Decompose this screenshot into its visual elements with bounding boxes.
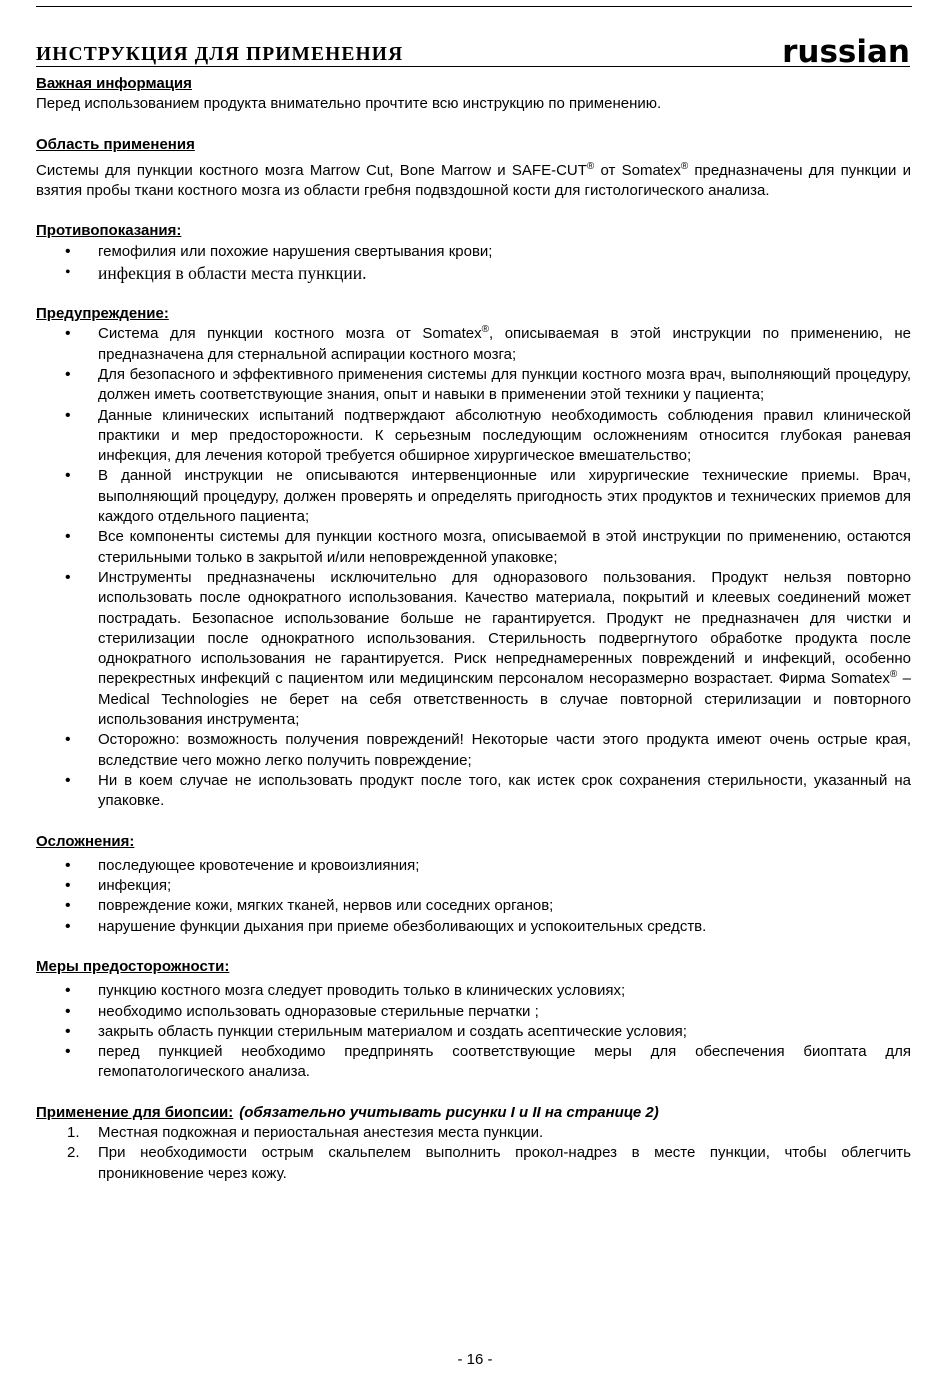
section-heading-row — [36, 1103, 911, 1123]
bullet-list — [36, 981, 911, 1082]
top-rule — [36, 6, 912, 7]
section-heading: Область применения — [36, 135, 195, 153]
list-item: • закрыть область пункции стерильным материалом и создать асептические условия; — [36, 1022, 911, 1042]
section-contraindications — [36, 221, 911, 284]
list-item: • нарушение функции дыхания при приеме обезболивающих и успокоительных средств. — [36, 917, 911, 937]
bullet-list — [36, 324, 911, 811]
list-item: • перед пункцией необходимо предпринять соответствующие меры для обеспечения биоптата для гемопатологического анализа. — [36, 1042, 911, 1083]
section-complications — [36, 832, 911, 937]
list-item: • последующее кровотечение и кровоизлияния; — [36, 856, 911, 876]
list-item: • Ни в коем случае не использовать продукт после того, как истек срок сохранения стерильности, указанный на упаковке. — [36, 771, 911, 812]
page-number: - 16 - — [457, 1351, 493, 1368]
list-item: • Система для пункции костного мозга от Somatex®, описываемая в этой инструкции по применению, не предназначена для стернальной аспирации костного мозга; — [36, 324, 911, 365]
list-item: • В данной инструкции не описываются интервенционные или хирургические технические приемы. Врач, выполняющий процедуру, должен проверять и определять пригодность этих продуктов и технических приемов для каждого отдельного пациента; — [36, 466, 911, 527]
numbered-list — [36, 1123, 911, 1184]
list-item: 2. При необходимости острым скальпелем выполнить прокол-надрез в месте пункции, чтобы облегчить проникновение через кожу. — [67, 1144, 911, 1182]
list-item: • необходимо использовать одноразовые стерильные перчатки ; — [36, 1002, 911, 1022]
section-important — [36, 74, 911, 115]
paragraph: Системы для пункции костного мозга Marrow Cut, Bone Marrow и SAFE-CUT® от Somatex® предназначены для пункции и взятия пробы ткани костного мозга из области гребня подвздошной кости для гистологического анализа. — [36, 160, 912, 200]
section-heading: Предупреждение: — [36, 305, 169, 323]
list-item: 1. Местная подкожная и периостальная анестезия места пункции. — [67, 1124, 544, 1142]
list-item: • повреждение кожи, мягких тканей, нервов или соседних органов; — [36, 896, 911, 916]
bullet-list — [36, 242, 911, 284]
list-item: • инфекция в области места пункции. — [36, 262, 911, 284]
language-label: russian — [782, 34, 910, 70]
section-biopsy — [36, 1103, 911, 1184]
paragraph: Перед использованием продукта внимательно прочтите всю инструкцию по применению. — [36, 95, 662, 113]
section-note: (обязательно учитывать рисунки I и II на странице 2) — [239, 1103, 659, 1121]
list-item: • гемофилия или похожие нарушения свертывания крови; — [36, 242, 911, 262]
section-warning — [36, 304, 911, 811]
list-item: • инфекция; — [36, 876, 911, 896]
section-heading: Меры предосторожности: — [36, 957, 230, 975]
section-heading: Важная информация — [36, 75, 192, 92]
document-body — [36, 74, 911, 1184]
section-heading: Противопоказания: — [36, 222, 182, 240]
list-item: • пункцию костного мозга следует проводить только в клинических условиях; — [36, 981, 911, 1001]
page-title: ИНСТРУКЦИЯ ДЛЯ ПРИМЕНЕНИЯ — [36, 44, 404, 65]
bullet-list — [36, 856, 911, 937]
list-item: • Инструменты предназначены исключительно для одноразового пользования. Продукт нельзя повторно использовать после однократного использования. Качество материала, покрытий и клеевых соединений может пострадать. Безопасное использование больше не гарантируется. Продукт не предназначен для чистки и стерилизации после однократного использования. Стерильность подвергнутого обработке продукта после однократного использования не гарантируется. Риск непреднамеренных повреждений и инфекций, особенно перекрестных инфекций с пациентом или медицинским персоналом несоразмерно возрастает. Фирма Somatex® – Medical Technologies не берет на себя ответственность в случае повторной стерилизации и повторного использования инструмента; — [36, 568, 911, 730]
title-row — [36, 34, 910, 70]
section-scope — [36, 135, 911, 202]
section-heading: Применение для биопсии: — [36, 1103, 234, 1121]
section-heading: Осложнения: — [36, 832, 135, 850]
list-item: • Все компоненты системы для пункции костного мозга, описываемой в этой инструкции по применению, остаются стерильными только в закрытой и/или неповрежденной упаковке; — [36, 527, 911, 568]
list-item: • Осторожно: возможность получения повреждений! Некоторые части этого продукта имеют очень острые края, вследствие чего можно легко получить повреждение; — [36, 730, 911, 771]
list-item: • Данные клинических испытаний подтверждают абсолютную необходимость соблюдения правил клинической практики и мер предосторожности. К серьезным последующим осложнениям относится глубокая раневая инфекция, для лечения которой требуется обширное хирургическое вмешательство; — [36, 406, 911, 467]
list-item: • Для безопасного и эффективного применения системы для пункции костного мозга врач, выполняющий процедуру, должен иметь соответствующие знания, опыт и навыки в применении этой техники у пациента; — [36, 365, 911, 406]
section-precautions — [36, 957, 911, 1083]
